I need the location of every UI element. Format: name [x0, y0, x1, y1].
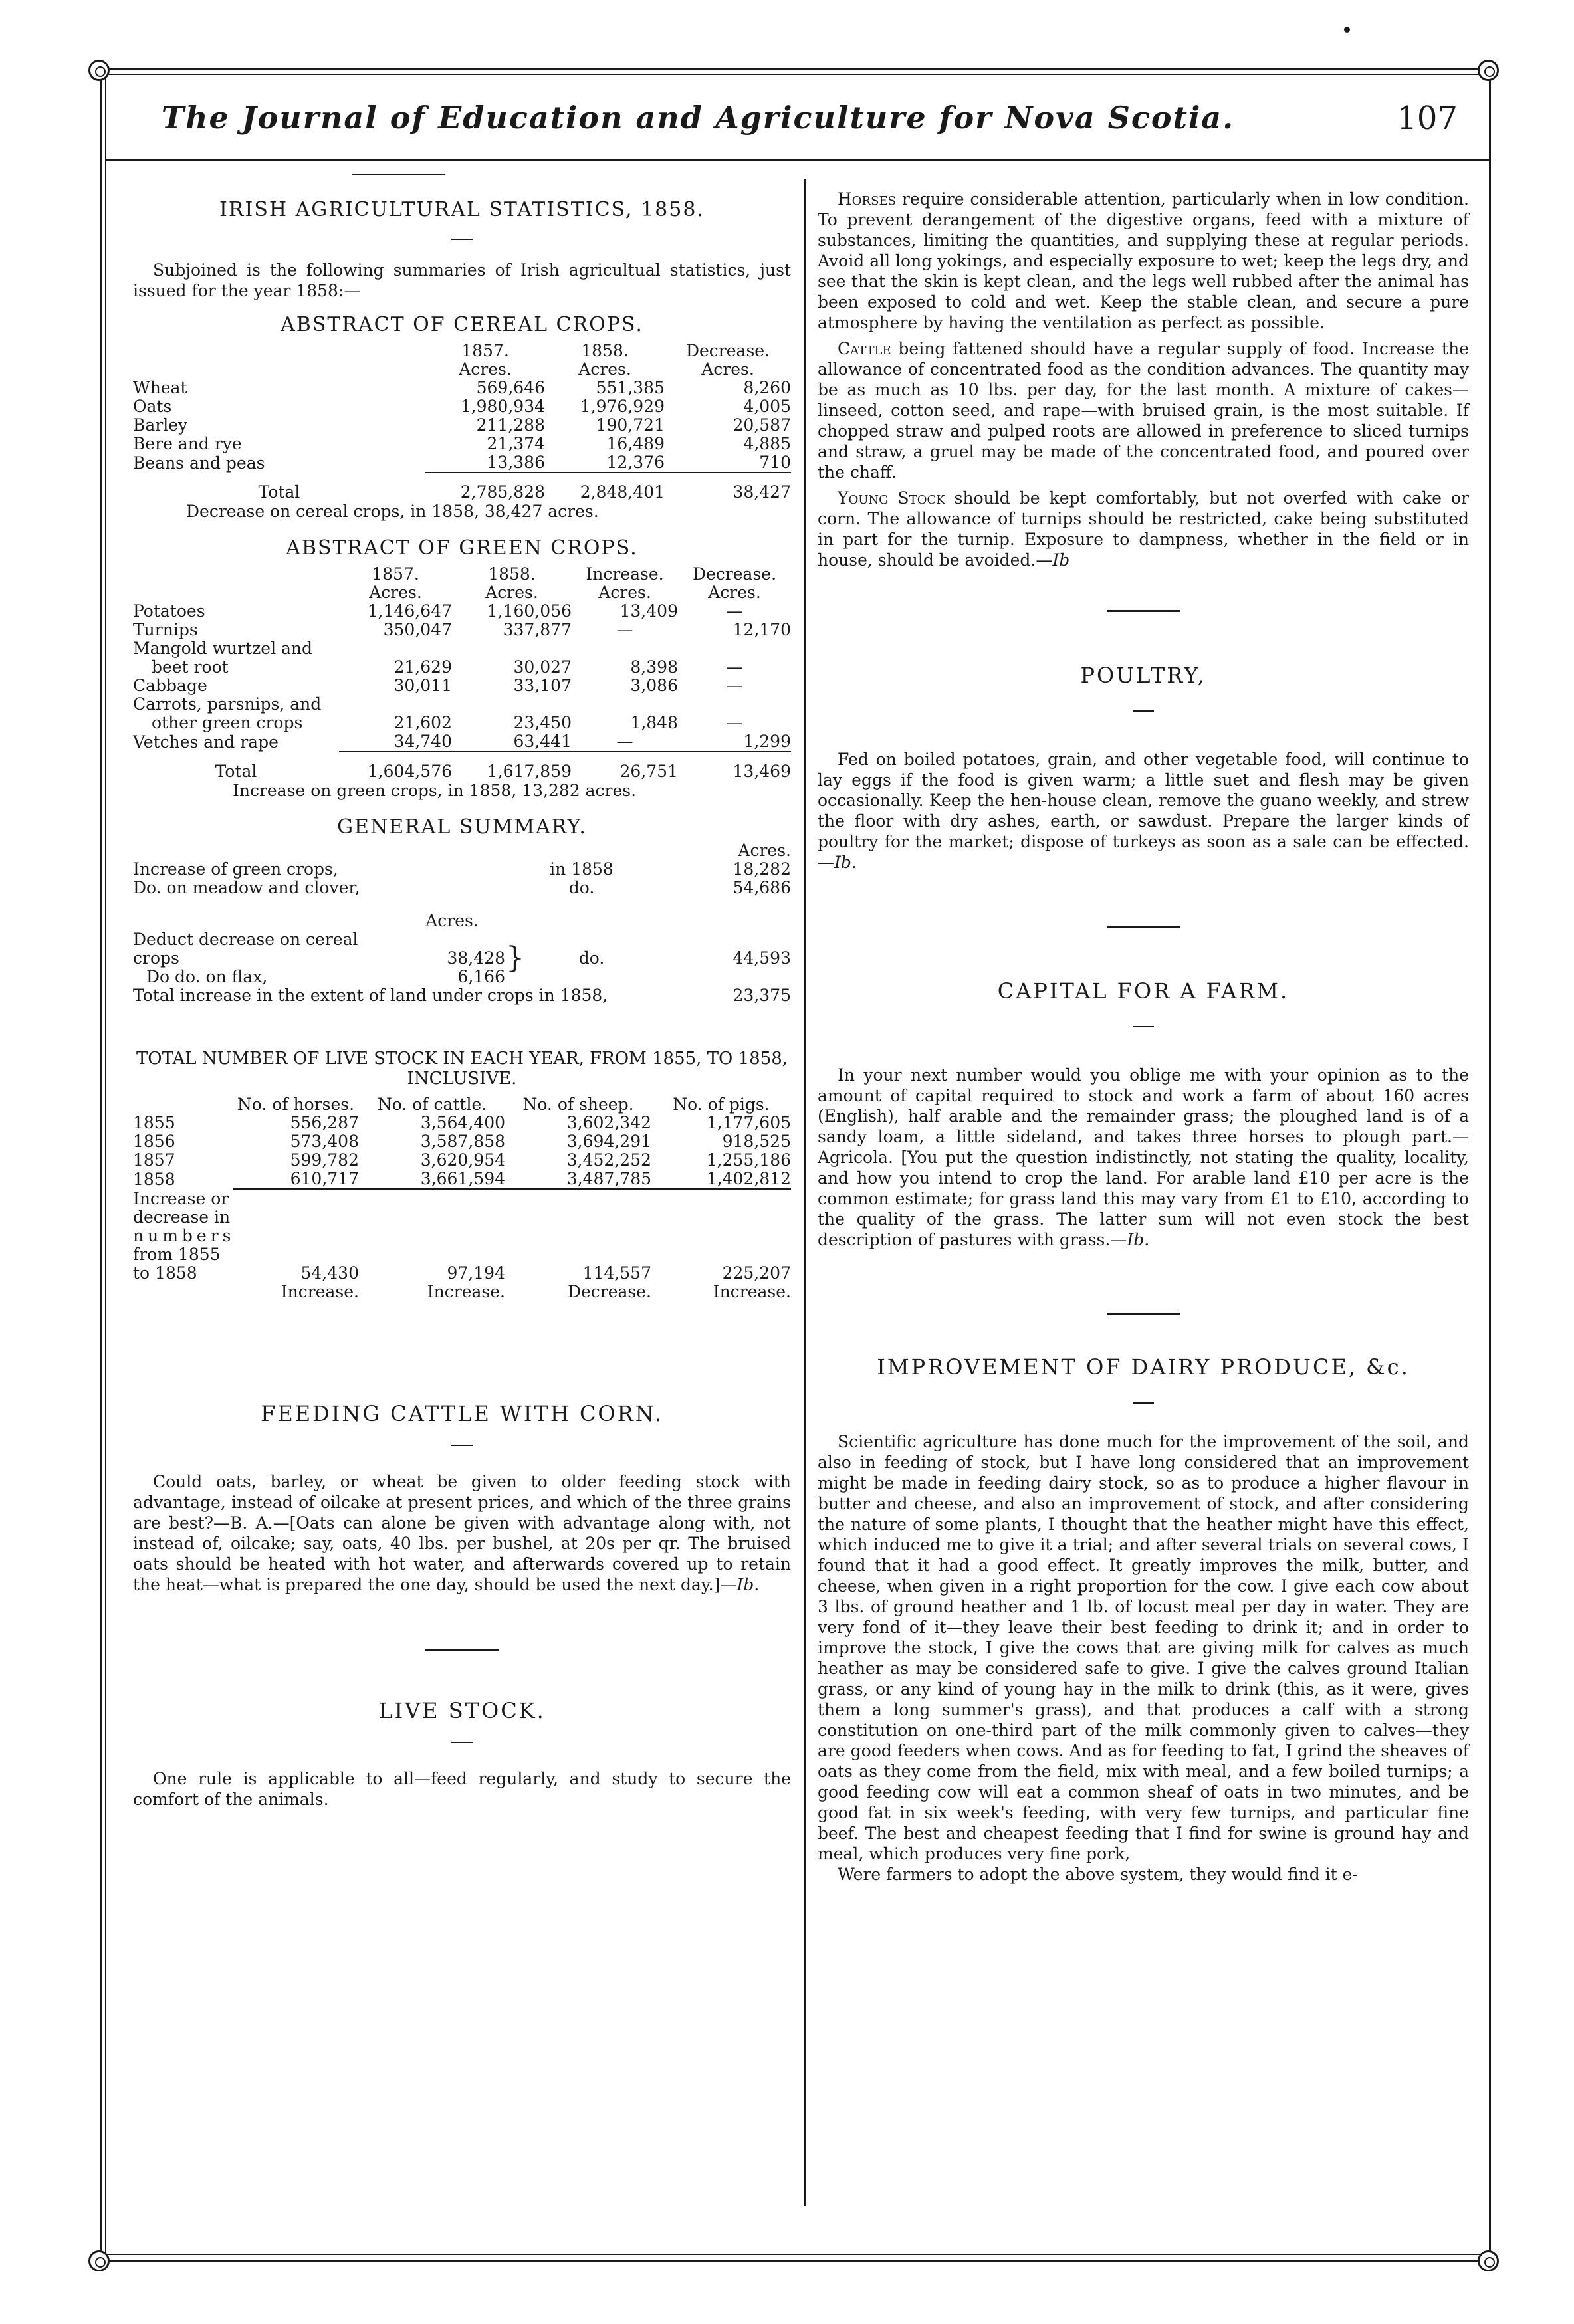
livestock-header: No. of horses.	[237, 1095, 355, 1114]
feeding-title-dash	[451, 1445, 473, 1446]
cell-1858: 63,441	[452, 732, 572, 752]
table-row	[133, 1151, 791, 1170]
sheep: 3,487,785	[505, 1170, 651, 1189]
summary-row	[133, 986, 791, 1005]
cell-1858: 30,027	[513, 657, 572, 677]
summary-deduct-table	[133, 912, 791, 986]
cereal-units-row	[133, 360, 791, 379]
green-table	[133, 565, 791, 781]
table-row	[133, 1114, 791, 1132]
frame-top-rule-inner	[106, 74, 1489, 75]
cereal-unit: Acres.	[459, 360, 512, 379]
frame-bottom-rule	[106, 2260, 1489, 2262]
irish-intro: Subjoined is the following summaries of Irish agricultual statistics, just issued for the year 1858:—	[133, 261, 791, 300]
row-label: Barley	[133, 415, 188, 435]
summary-value: 54,686	[732, 878, 791, 897]
cell-change: 710	[665, 453, 791, 473]
cell-1857: 350,047	[383, 620, 452, 639]
cell-1857: 21,374	[487, 434, 545, 453]
cattle-lead: Cattle	[838, 339, 891, 358]
green-header: Increase.	[586, 564, 664, 583]
cereal-total-row	[133, 473, 791, 502]
cell-1858: 190,721	[596, 415, 665, 435]
poultry-title: POULTRY,	[1080, 663, 1206, 688]
green-note: Increase on green crops, in 1858, 13,282 acres.	[233, 781, 637, 800]
year: 1856	[133, 1132, 175, 1151]
cell-1858: 337,877	[503, 620, 572, 639]
horses: 556,287	[290, 1113, 359, 1132]
cell-increase: —	[616, 620, 633, 639]
feeding-body: Could oats, barley, or wheat be given to older feeding stock with advantage, instead of oilcake at present prices, and which of the three grains are best?—B. A.—[Oats can alone be given with advantage along with, not instead of, oilcake; say, oats, 40 lbs. per bushel, at 20s per qr. The bruised oats should be heated with hot water, and afterwards covered up to retain the heat—what is prepared the one day, should be used the next day.]—	[133, 1472, 791, 1594]
cell-1858: 551,385	[596, 378, 665, 397]
change-horses: 54,430	[300, 1263, 359, 1283]
young-stock-ref: Ib	[1052, 550, 1070, 570]
capital-title: CAPITAL FOR A FARM.	[997, 978, 1290, 1004]
right-column	[818, 179, 1469, 1885]
poultry-text: Fed on boiled potatoes, grain, and other vegetable food, will continue to lay eggs if the food is given warm; a little suet and flesh may be given occasionally. Keep the hen-house clean, remove the guano weekly, and strew the floor with dry ashes, earth, or sawdust. Prepare the larger kinds of poultry for the market; dispose of turkeys as soon as a sale can be effected.—	[818, 750, 1469, 872]
row-label: Beans and peas	[133, 453, 265, 473]
cattle: 3,587,858	[420, 1132, 505, 1151]
cell-1857: 1,980,934	[460, 397, 545, 416]
cell-change: 4,005	[743, 397, 791, 416]
section-separator	[425, 1649, 499, 1651]
cell-increase: 8,398	[630, 657, 678, 677]
green-unit: Acres.	[485, 583, 538, 602]
change-type: Decrease.	[567, 1282, 651, 1301]
livestock-title: TOTAL NUMBER OF LIVE STOCK IN EACH YEAR, FROM 1855, TO 1858, INCLUSIVE.	[136, 1049, 788, 1089]
total-1857: 1,604,576	[367, 762, 452, 781]
summary-value: 44,593	[732, 948, 791, 968]
horses-lead: Horses	[838, 189, 896, 209]
cell-decrease: —	[726, 676, 743, 695]
cell-increase: 3,086	[630, 676, 678, 695]
table-row	[133, 639, 791, 658]
table-row	[133, 379, 791, 397]
cell-1858: 1,160,056	[487, 601, 572, 621]
cattle-paragraph	[818, 338, 1469, 482]
total-label: Total	[215, 762, 257, 781]
total-decrease: 13,469	[732, 762, 791, 781]
ink-dot	[1344, 27, 1350, 33]
green-header: Decrease.	[692, 564, 777, 583]
cell-1858: 23,450	[513, 713, 572, 732]
table-row	[133, 1170, 791, 1189]
pigs: 1,255,186	[706, 1150, 791, 1170]
summary-row	[133, 930, 791, 968]
cell-increase: 1,848	[630, 713, 678, 732]
summary-row	[133, 879, 791, 897]
table-row	[133, 435, 791, 453]
row-label: Wheat	[133, 378, 187, 397]
section-separator	[1107, 1313, 1180, 1315]
young-stock-paragraph	[818, 488, 1469, 570]
feeding-text	[133, 1471, 791, 1595]
green-header: 1858.	[488, 564, 536, 583]
cereal-unit: Acres.	[701, 360, 754, 379]
corner-ornament-bottom-left	[88, 2250, 110, 2271]
cereal-table	[133, 342, 791, 502]
cereal-note: Decrease on cereal crops, in 1858, 38,427 acres.	[186, 502, 599, 521]
livestock-header: No. of cattle.	[377, 1095, 487, 1114]
capital-ref: Ib.	[1127, 1230, 1150, 1249]
pigs: 918,525	[722, 1132, 791, 1151]
summary-sub-acres: Acres.	[425, 911, 479, 930]
page-number: 107	[1397, 100, 1458, 137]
change-type: Increase.	[427, 1282, 505, 1301]
cell-decrease: —	[726, 657, 743, 677]
change-label-line: numbers	[133, 1226, 235, 1245]
cell-1858: 1,976,929	[580, 397, 665, 416]
cereal-header-decrease: Decrease.	[685, 341, 770, 360]
livestock-change-type-row	[133, 1283, 791, 1301]
green-total-row	[133, 752, 791, 781]
table-row	[133, 1132, 791, 1151]
year: 1855	[133, 1113, 175, 1132]
table-row	[133, 732, 791, 752]
summary-mid: do.	[568, 878, 595, 897]
cell-decrease: 1,299	[678, 732, 791, 752]
row-label: Oats	[133, 397, 172, 416]
change-sheep: 114,557	[582, 1263, 651, 1283]
table-row	[133, 621, 791, 639]
poultry-ref: Ib.	[834, 853, 857, 872]
cell-increase: —	[572, 732, 678, 752]
cell-1857: 13,386	[425, 453, 545, 473]
cell-change: 4,885	[743, 434, 791, 453]
cell-1857: 30,011	[394, 676, 452, 695]
cattle: 3,661,594	[359, 1170, 505, 1189]
frame-left-rule	[100, 68, 102, 2268]
cell-decrease: —	[726, 601, 743, 621]
cell-1857: 21,602	[394, 713, 452, 732]
frame-bottom-rule-inner	[106, 2254, 1489, 2255]
total-change: 38,427	[732, 482, 791, 502]
header-rule	[106, 159, 1489, 161]
cereal-unit: Acres.	[578, 360, 631, 379]
row-label: Mangold wurtzel and	[133, 639, 313, 658]
livestock-change-row	[133, 1264, 791, 1283]
row-label: Vetches and rape	[133, 732, 279, 752]
cattle: 3,564,400	[420, 1113, 505, 1132]
summary-total-table	[133, 986, 791, 1005]
young-stock-text: should be kept comfortably, but not overfed with cake or corn. The allowance of turnips should be restricted, cake being substituted in part for the turnip. Exposure to dampness, whether in the field or in house, should be avoided.—	[818, 488, 1469, 570]
change-pigs: 225,207	[722, 1263, 791, 1283]
summary-value: 23,375	[732, 986, 791, 1005]
summary-label: Increase of green crops,	[133, 859, 338, 879]
cell-1858: 33,107	[513, 676, 572, 695]
summary-row	[133, 860, 791, 879]
corner-ornament-top-left	[88, 60, 110, 81]
row-label: beet root	[152, 657, 229, 677]
change-type: Increase.	[281, 1282, 359, 1301]
summary-title: GENERAL SUMMARY.	[337, 815, 587, 839]
cell-1857: 569,646	[476, 378, 545, 397]
change-cattle: 97,194	[447, 1263, 505, 1283]
cereal-header-1858: 1858.	[581, 341, 629, 360]
table-row	[133, 397, 791, 416]
pigs: 1,402,812	[651, 1170, 791, 1189]
horses: 599,782	[290, 1150, 359, 1170]
cell-1857: 21,629	[394, 657, 452, 677]
total-label: Total	[258, 482, 300, 502]
cell-increase: 13,409	[619, 601, 678, 621]
section-separator	[1107, 926, 1180, 928]
table-row	[133, 695, 791, 714]
summary-mid: in 1858	[550, 859, 614, 879]
summary-label: Do. on meadow and clover,	[133, 878, 360, 897]
summary-label: Deduct decrease on cereal crops	[133, 930, 358, 968]
total-1858: 2,848,401	[580, 482, 665, 502]
sheep: 3,602,342	[566, 1113, 651, 1132]
dairy-paragraph: Scientific agriculture has done much for the improvement of the soil, and also in feeding of stock, but I have long considered that an improvement might be made in feeding dairy stock, so as to produce a higher flavour in butter and cheese, and also an improvement of stock, and after considering the nature of some plants, I thought that the heather might have this effect, which induced me to give it a trial; and after several trials on several cows, I found that it had a good effect. It greatly improves the milk, butter, and cheese, when given in a right proportion for the cow. I give each cow about 3 lbs. of ground heather and 1 lb. of locust meal per day in water. They are very fond of it—they leave their best feeding to drink it; and in order to improve the stock, I give the cows that are giving milk for calves as much heather as may be considered safe to give. I give the calves ground Italian grass, or any kind of young hay in the milk to drink (this, as it were, gives them a long summer's grass), and that produces a calf with a strong constitution on one-third part of the milk commonly given to calves—they are good feeders when cows. And as for feeding to fat, I grind the sheaves of oats as they come from the field, mix with meal, and a few boiled turnips; a good feeding cow will eat a common sheaf of oats in two minutes, and be good fat in six week's feeding, with very few turnips, and particular fine beef. The best and cheapest feeding that I find for swine is ground hay and meal, which produces very fine pork,	[818, 1432, 1469, 1863]
corner-ornament-top-right	[1478, 60, 1499, 81]
total-increase: 26,751	[619, 762, 678, 781]
change-label-line: from 1855	[133, 1245, 221, 1264]
table-row	[133, 453, 791, 473]
cell-change: 8,260	[743, 378, 791, 397]
cattle: 3,620,954	[420, 1150, 505, 1170]
sheep: 3,694,291	[566, 1132, 651, 1151]
brace-glyph: }	[506, 941, 524, 975]
horses-text: require considerable attention, particularly when in low condition. To prevent derangement of the digestive organs, feed with a mixture of substances, limiting the quantities, and supplying these at regular periods. Avoid all long yokings, and especially exposure to wet; keep the legs dry, and see that the skin is kept clean, and the legs well rubbed after the animal has been exposed to cold and wet. Keep the stable clean, and secure a pure atmosphere by having the ventilation as perfect as possible.	[818, 189, 1469, 332]
table-row	[133, 602, 791, 621]
summary-label: Total increase in the extent of land under crops in 1858,	[133, 986, 608, 1005]
sheep: 3,452,252	[566, 1150, 651, 1170]
livestock-header: No. of sheep.	[522, 1095, 634, 1114]
livestock-table	[133, 1095, 791, 1301]
green-units-row	[133, 583, 791, 602]
green-unit: Acres.	[369, 583, 422, 602]
dairy-title-dash	[1133, 1402, 1154, 1404]
horses: 573,408	[290, 1132, 359, 1151]
livestock-section-title: LIVE STOCK.	[378, 1698, 546, 1723]
page-title: The Journal of Education and Agriculture for Nova Scotia.	[161, 100, 1235, 136]
cell-1858: 12,376	[545, 453, 665, 473]
table-row	[133, 677, 791, 695]
horses-paragraph	[818, 189, 1469, 333]
row-label: Potatoes	[133, 601, 205, 621]
row-label: Carrots, parsnips, and	[133, 694, 322, 714]
column-divider	[804, 179, 806, 2206]
cell-1857: 211,288	[476, 415, 545, 435]
green-unit: Acres.	[708, 583, 761, 602]
green-header-row	[133, 565, 791, 583]
cell-1857: 1,146,647	[367, 601, 452, 621]
year: 1858	[133, 1170, 175, 1189]
frame-right-rule	[1489, 68, 1491, 2268]
green-title: ABSTRACT OF GREEN CROPS.	[286, 536, 638, 560]
feeding-title: FEEDING CATTLE WITH CORN.	[261, 1401, 663, 1426]
table-row	[133, 658, 791, 677]
row-label: Bere and rye	[133, 434, 242, 453]
table-row	[133, 714, 791, 732]
change-type: Increase.	[713, 1282, 791, 1301]
total-1857: 2,785,828	[460, 482, 545, 502]
summary-table	[133, 841, 791, 897]
young-stock-lead: Young Stock	[838, 488, 945, 508]
cell-decrease: 12,170	[732, 620, 791, 639]
cereal-header-row	[133, 342, 791, 360]
livestock-section-dash	[451, 1742, 473, 1743]
capital-title-dash	[1133, 1026, 1154, 1027]
cell-change: 20,587	[732, 415, 791, 435]
irish-title: IRISH AGRICULTURAL STATISTICS, 1858.	[219, 198, 705, 221]
change-label-line: to 1858	[133, 1263, 197, 1283]
feeding-ref: Ib.	[736, 1575, 760, 1594]
livestock-change-label-row	[133, 1189, 791, 1208]
change-label-line: Increase or	[133, 1189, 229, 1208]
row-label: Turnips	[133, 620, 198, 639]
poultry-paragraph	[818, 749, 1469, 873]
summary-sub: 6,166	[457, 967, 505, 986]
cell-decrease: —	[726, 713, 743, 732]
header-short-rule	[352, 174, 445, 175]
capital-paragraph	[818, 1065, 1469, 1250]
section-separator	[1107, 610, 1180, 612]
summary-sub: 38,428	[447, 948, 505, 968]
livestock-section-text: One rule is applicable to all—feed regularly, and study to secure the comfort of the animals.	[133, 1769, 791, 1809]
capital-text: In your next number would you oblige me with your opinion as to the amount of capital required to stock and work a farm of about 160 acres (English), half arable and the remainder grass; the ploughed land is of a sandy loam, a little sideland, and takes three horses to plough part.—Agricola. [You put the question indistinctly, not stating the quality, locality, and how you intend to crop the land. For arable land £10 per acre is the common estimate; for grass land this may vary from £1 to £10, according to the quality of the grass. The latter sum will not even stock the best description of pastures with grass.—	[818, 1065, 1469, 1249]
left-column	[133, 179, 791, 1810]
cereal-header-1857: 1857.	[461, 341, 509, 360]
livestock-header-row	[133, 1095, 791, 1114]
cell-1858: 16,489	[606, 434, 665, 453]
dairy-paragraph-2: Were farmers to adopt the above system, they would find it e-	[838, 1865, 1358, 1884]
dairy-title: IMPROVEMENT OF DAIRY PRODUCE, &c.	[877, 1354, 1410, 1380]
summary-acres-label: Acres.	[738, 841, 791, 860]
horses: 610,717	[233, 1170, 359, 1189]
summary-mid: do.	[578, 948, 605, 968]
green-unit: Acres.	[598, 583, 651, 602]
cell-1857: 34,740	[339, 732, 452, 752]
poultry-title-dash	[1133, 710, 1154, 712]
cattle-text: being fattened should have a regular supply of food. Increase the allowance of concentrated food as the condition advances. The quantity may be as much as 10 lbs. per day, for the last month. A mixture of cakes—linseed, cotton seed, and rape—with bruised grain, is the most suitable. If chopped straw and pulped roots are allowed in preference to sliced turnips and straw, a gruel may be made of the concentrated food, and poured over the chaff.	[818, 339, 1469, 482]
row-label: other green crops	[152, 713, 303, 732]
table-row	[133, 416, 791, 435]
row-label: Cabbage	[133, 676, 207, 695]
pigs: 1,177,605	[706, 1113, 791, 1132]
cereal-title: ABSTRACT OF CEREAL CROPS.	[281, 313, 643, 336]
change-label-line: decrease in	[133, 1208, 231, 1227]
livestock-header: No. of pigs.	[673, 1095, 770, 1114]
summary-label: Do do. on flax,	[146, 967, 268, 986]
frame-top-rule	[106, 68, 1489, 70]
summary-value: 18,282	[732, 859, 791, 879]
frame-left-rule-inner	[105, 68, 106, 2268]
year: 1857	[133, 1150, 175, 1170]
irish-title-dash	[451, 239, 473, 240]
corner-ornament-bottom-right	[1478, 2250, 1499, 2271]
total-1858: 1,617,859	[487, 762, 572, 781]
green-header: 1857.	[372, 564, 419, 583]
